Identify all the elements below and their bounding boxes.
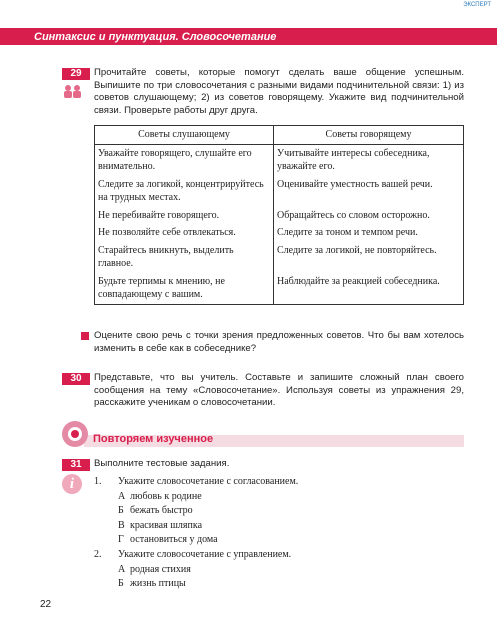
table-cell: Наблюдайте за реакцией собеседника. [274,273,464,305]
question-text: Укажите словосочетание с согласованием. [118,476,299,487]
option-row [94,577,464,592]
task-31-number: 31 [62,459,90,471]
option-text: жизнь птицы [130,578,186,590]
option-letter: Б [118,578,124,590]
table-cell: Уважайте говорящего, слушайте его внимательно. [95,144,274,176]
table-cell: Не позволяйте себе отвлекаться. [95,224,274,242]
info-icon: i [62,474,82,494]
option-text: любовь к родине [130,490,202,502]
chapter-title: Синтаксис и пунктуация. Словосочетание [34,31,277,43]
table-row [95,207,464,225]
option-letter: Г [118,534,124,546]
page-number: 22 [40,599,52,610]
table-row [95,242,464,273]
question-2 [94,548,464,563]
table-cell: Будьте терпимы к мнению, не совпадающему с вашим. [95,273,274,305]
task-30-number: 30 [62,373,90,385]
question-text: Укажите словосочетание с управлением. [118,548,292,560]
table-row [95,144,464,176]
option-letter: А [118,490,126,502]
option-letter: В [118,519,125,531]
option-text: бежать быстро [130,505,193,517]
note-text: Оцените свою речь с точки зрения предложенных советов. Что бы вам хотелось изменить в себе как в собеседнике? [94,330,464,354]
question-number: 1. [94,476,102,487]
table-cell: Оценивайте уместность вашей речи. [274,176,464,207]
advice-table [94,125,464,305]
task-29-number: 29 [62,68,90,80]
option-row [94,490,464,505]
section-title: Повторяем изученное [93,433,214,445]
table-row [95,224,464,242]
pair-work-icon [62,84,84,98]
question-1 [94,475,464,490]
task-29-text: Прочитайте советы, которые помогут сделать ваше общение успешным. Выпишите по три словосочетания с разными видами подчинительной связи: 1) из советов слушающему; 2) из советов говорящему. Укажите вид подчинительной связи. Проверьте работы друг друга. [94,67,464,117]
option-letter: Б [118,505,124,517]
option-text: родная стихия [130,563,191,575]
option-letter: А [118,563,126,575]
option-text: красивая шляпка [130,519,203,531]
header-speaker: Советы говорящему [274,126,464,145]
table-header-row [95,126,464,145]
table-cell: Обращайтесь со словом осторожно. [274,207,464,225]
table-cell: Учитывайте интересы собеседника, уважайте его. [274,144,464,176]
question-number: 2. [94,548,102,560]
table-row [95,273,464,305]
task-31-text: Выполните тестовые задания. [94,458,230,469]
test-question-list [94,475,464,592]
header-listener: Советы слушающему [95,126,274,145]
publisher-logo: ЭКСПЕРТ [463,2,491,8]
table-cell: Следите за тоном и темпом речи. [274,224,464,242]
table-cell: Следите за логикой, концентрируйтесь на трудных местах. [95,176,274,207]
option-row [94,504,464,519]
table-cell: Старайтесь вникнуть, выделить главное. [95,242,274,273]
option-row [94,563,464,578]
option-text: остановиться у дома [130,534,218,546]
table-cell: Не перебивайте говорящего. [95,207,274,225]
review-target-icon [62,421,88,447]
table-row [95,176,464,207]
task-30-text: Представьте, что вы учитель. Составьте и запишите сложный план своего сообщения на тему «Словосочетание». Используя советы из упражнения 29, расскажите ученикам о словосочетании. [94,372,464,409]
table-cell: Следите за логикой, не повторяйтесь. [274,242,464,273]
option-row [94,533,464,548]
note-bullet-icon [81,332,89,340]
option-row [94,519,464,534]
